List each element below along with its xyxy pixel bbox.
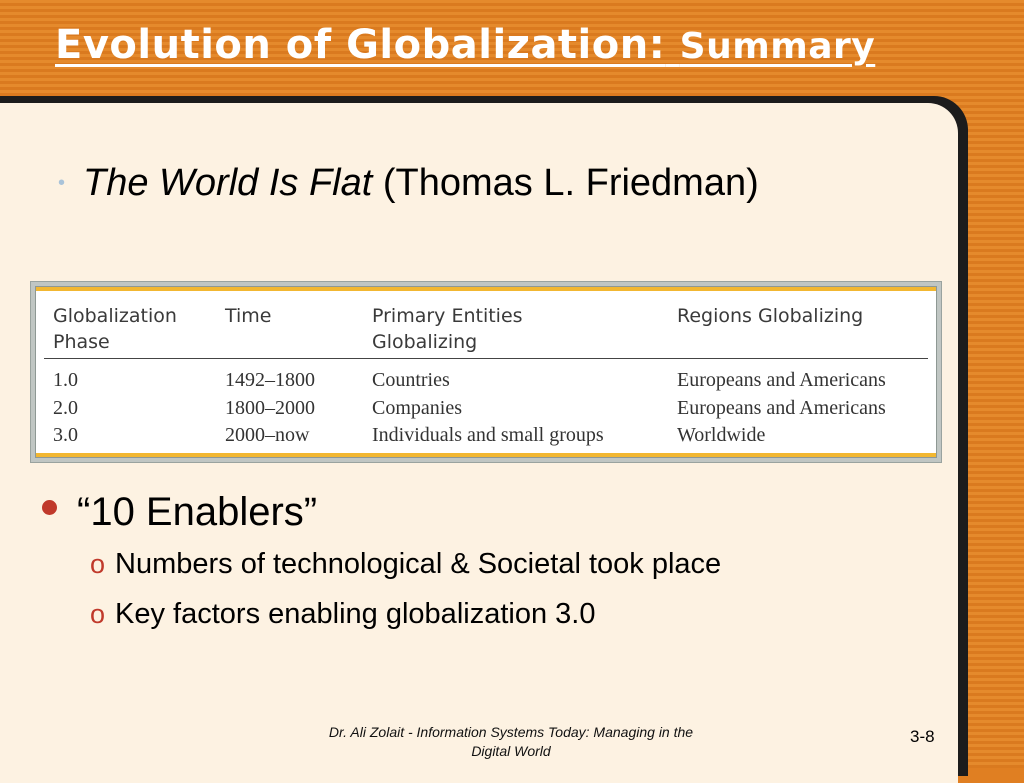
slide-title: Evolution of Globalization: Summary xyxy=(55,22,876,68)
header-time: Time xyxy=(225,305,272,327)
sub-bullet: o Key factors enabling globalization 3.0 xyxy=(90,598,596,630)
footer-citation: Dr. Ali Zolait - Information Systems Today: Managing in the Digital World xyxy=(328,724,694,759)
bullet-dot-icon: • xyxy=(58,172,66,194)
table-bottom-bar xyxy=(36,453,936,457)
sub-bullet-marker: o xyxy=(90,549,106,579)
table-cell: Individuals and small groups xyxy=(372,424,604,446)
header-regions: Regions Globalizing xyxy=(677,305,864,327)
globalization-table xyxy=(30,281,942,463)
table-cell: 1492–1800 xyxy=(225,369,315,391)
bullet-world-is-flat xyxy=(58,162,759,205)
table-cell: Europeans and Americans xyxy=(677,369,886,391)
header-divider xyxy=(44,358,928,359)
table-cell: 1800–2000 xyxy=(225,397,315,419)
sub-bullet: o Numbers of technological & Societal took place xyxy=(90,548,722,580)
table-cell: 1.0 xyxy=(53,369,78,391)
table-cell: Countries xyxy=(372,369,450,391)
bullet-dot-icon xyxy=(42,500,57,515)
sub-bullet-marker: o xyxy=(90,599,106,629)
book-author: (Thomas L. Friedman) xyxy=(382,162,759,204)
table-cell: 2000–now xyxy=(225,424,310,446)
header-entities: Primary Entities Globalizing xyxy=(372,305,523,353)
table-cell: Companies xyxy=(372,397,462,419)
page-number: 3-8 xyxy=(910,727,935,746)
bullet-enablers: “10 Enablers” xyxy=(42,490,317,535)
table-top-bar xyxy=(36,287,936,291)
table-cell: 2.0 xyxy=(53,397,78,419)
table-cell: 3.0 xyxy=(53,424,78,446)
table-cell: Europeans and Americans xyxy=(677,397,886,419)
header-phase: Globalization Phase xyxy=(53,305,177,353)
book-title: The World Is Flat xyxy=(83,162,373,204)
table-cell: Worldwide xyxy=(677,424,766,446)
table-body xyxy=(35,286,937,458)
